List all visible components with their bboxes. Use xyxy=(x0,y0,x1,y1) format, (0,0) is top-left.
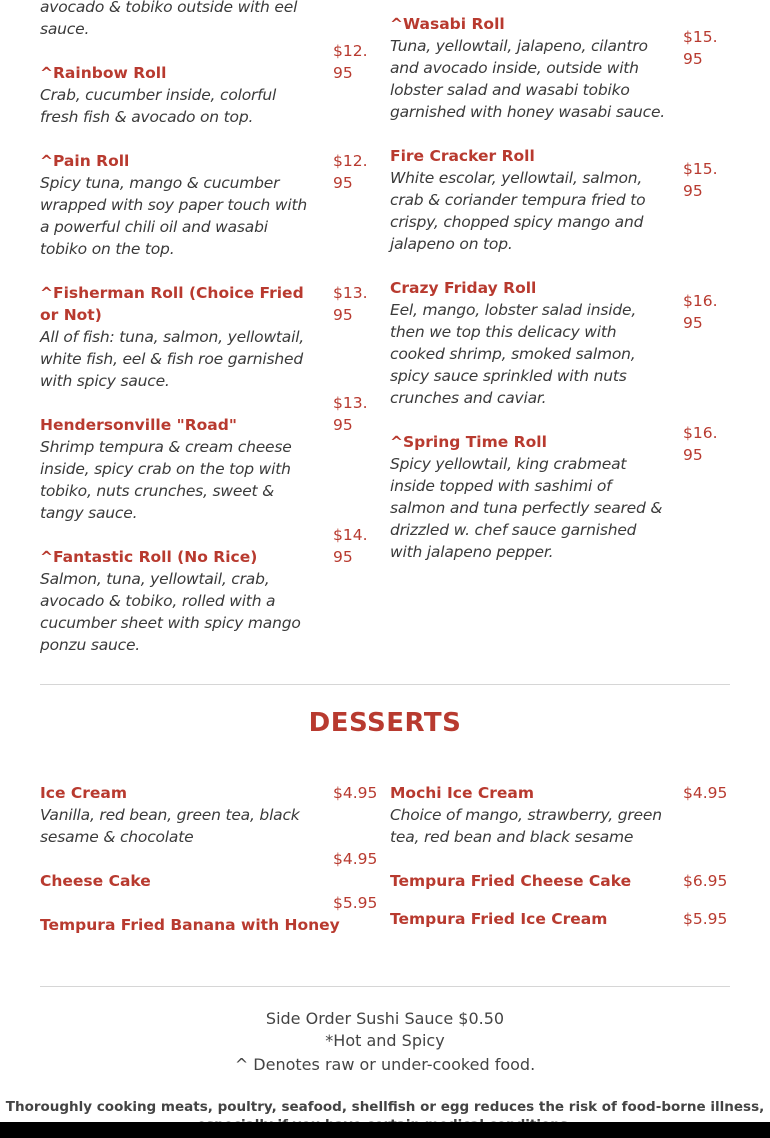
price-tempura-fried-cheese-cake: $6.95 xyxy=(683,872,728,890)
menu-item-spring-time-roll xyxy=(390,431,670,563)
item-name: Hendersonville "Road" xyxy=(40,416,237,434)
item-name: Ice Cream xyxy=(40,784,128,802)
price-rainbow-roll: $12.95 xyxy=(333,42,368,82)
menu-item-ice-cream xyxy=(40,782,315,848)
menu-item-fisherman-roll xyxy=(40,282,320,392)
item-description: All of fish: tuna, salmon, yellowtail, white fish, eel & fish roe garnished with spicy sauce. xyxy=(40,328,305,390)
price-wasabi-roll: $15.95 xyxy=(683,28,718,68)
price-tempura-fried-ice-cream: $5.95 xyxy=(683,910,728,928)
item-name: Crazy Friday Roll xyxy=(390,279,537,297)
price-spring-time-roll: $16.95 xyxy=(683,424,718,464)
hot-spicy-note: *Hot and Spicy xyxy=(325,1031,445,1050)
continued-description: avocado & tobiko outside with eel sauce. xyxy=(40,0,298,38)
item-name: ^Fisherman Roll (Choice Fried or Not) xyxy=(40,284,304,324)
item-description: Salmon, tuna, yellowtail, crab, avocado & tobiko, rolled with a cucumber sheet with spicy mango ponzu sauce. xyxy=(40,570,301,654)
item-description: Spicy tuna, mango & cucumber wrapped with soy paper touch with a powerful chili oil and wasabi tobiko on the top. xyxy=(40,174,307,258)
item-name: ^Rainbow Roll xyxy=(40,64,167,82)
menu-item-tempura-fried-ice-cream: Tempura Fried Ice Cream xyxy=(390,910,608,928)
footer-divider xyxy=(40,986,730,987)
side-order-note: Side Order Sushi Sauce $0.50 xyxy=(265,1009,505,1028)
section-heading-desserts: DESSERTS xyxy=(308,708,462,738)
price-crazy-friday-roll: $16.95 xyxy=(683,292,718,332)
item-name: Mochi Ice Cream xyxy=(390,784,535,802)
menu-item-fantastic-roll xyxy=(40,546,320,656)
price-fire-cracker-roll: $15.95 xyxy=(683,160,718,200)
food-safety-disclaimer: Thoroughly cooking meats, poultry, seafood, shellfish or egg reduces the risk of food-borne illness, xyxy=(5,1099,765,1115)
item-name: ^Wasabi Roll xyxy=(390,15,505,33)
price-ice-cream: $4.95 xyxy=(333,784,378,802)
item-description: Crab, cucumber inside, colorful fresh fish & avocado on top. xyxy=(40,86,277,126)
item-description: Vanilla, red bean, green tea, black sesame & chocolate xyxy=(40,806,300,846)
menu-item-tempura-fried-cheese-cake: Tempura Fried Cheese Cake xyxy=(390,872,632,890)
menu-item-mochi-ice-cream xyxy=(390,782,675,848)
item-name: ^Fantastic Roll (No Rice) xyxy=(40,548,258,566)
item-description: Eel, mango, lobster salad inside, then we top this delicacy with cooked shrimp, smoked salmon, spicy sauce sprinkled with nuts crunches and caviar. xyxy=(390,301,637,407)
price-cheese-cake: $4.95 xyxy=(333,850,378,868)
section-divider xyxy=(40,684,730,685)
item-name: ^Pain Roll xyxy=(40,152,130,170)
item-description: Choice of mango, strawberry, green tea, red bean and black sesame xyxy=(390,806,662,846)
price-pain-roll: $12.95 xyxy=(333,152,368,192)
price-hendersonville-road: $13.95 xyxy=(333,394,368,434)
price-mochi-ice-cream: $4.95 xyxy=(683,784,728,802)
menu-item-tempura-fried-banana: Tempura Fried Banana with Honey xyxy=(40,916,340,934)
raw-food-note: ^ Denotes raw or under-cooked food. xyxy=(234,1055,536,1074)
item-description: Shrimp tempura & cream cheese inside, spicy crab on the top with tobiko, nuts crunches, sweet & tangy sauce. xyxy=(40,438,292,522)
price-fisherman-roll: $13.95 xyxy=(333,284,368,324)
menu-item-fire-cracker-roll xyxy=(390,145,665,255)
item-name: Fire Cracker Roll xyxy=(390,147,535,165)
price-tempura-fried-banana: $5.95 xyxy=(333,894,378,912)
menu-item-crazy-friday-roll xyxy=(390,277,665,409)
menu-item-wasabi-roll xyxy=(390,13,670,123)
menu-item-hendersonville-road xyxy=(40,414,315,524)
item-description: White escolar, yellowtail, salmon, crab & coriander tempura fried to crispy, chopped spicy mango and jalapeno on top. xyxy=(390,169,646,253)
price-fantastic-roll: $14.95 xyxy=(333,526,368,566)
menu-item-cheese-cake: Cheese Cake xyxy=(40,872,151,890)
menu-item-pain-roll xyxy=(40,150,315,260)
bottom-black-bar xyxy=(0,1122,770,1138)
item-description: Spicy yellowtail, king crabmeat inside topped with sashimi of salmon and tuna perfectly seared & drizzled w. chef sauce garnished with jalapeno pepper. xyxy=(390,455,663,561)
menu-item-rainbow-roll xyxy=(40,62,315,128)
item-description: Tuna, yellowtail, jalapeno, cilantro and avocado inside, outside with lobster salad and wasabi tobiko garnished with honey wasabi sauce. xyxy=(390,37,666,121)
item-name: ^Spring Time Roll xyxy=(390,433,547,451)
